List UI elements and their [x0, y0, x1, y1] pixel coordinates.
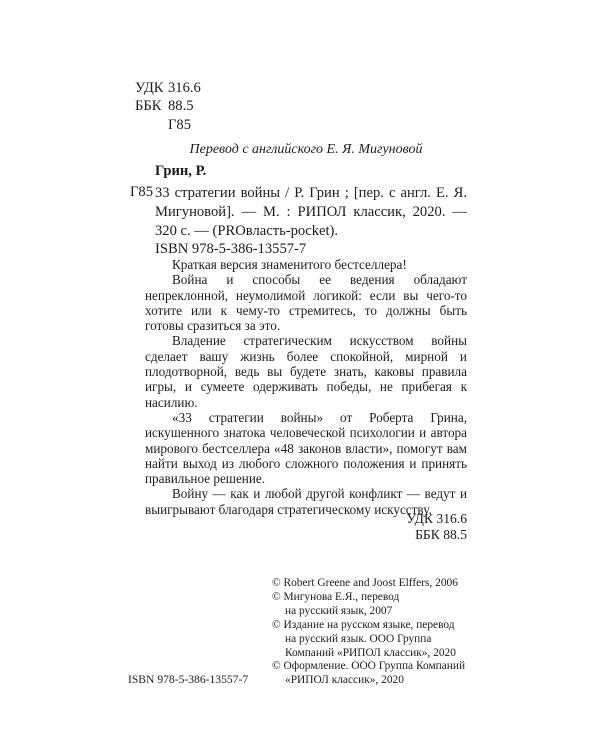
record-text: 33 стратегии войны / Р. Грин ; [пер. с англ. Е. Я. Мигуновой]. — М. : РИПОЛ классик, 2020. — 320 с. — (PROвласть-pocket).: [155, 185, 467, 239]
classification-footer: [145, 511, 467, 542]
copyright-line: © Мигунова Е.Я., перевод: [272, 590, 400, 603]
copyright-entry: [272, 619, 512, 661]
copyright-line: Компаний «РИПОЛ классик», 2020: [285, 646, 456, 659]
annotation-paragraph: Война и способы ее ведения обладают непреклонной, неумолимой логикой: если вы чего-то хотите или к чему-то стремитесь, то должны быть готовы сразиться за это.: [145, 272, 467, 334]
bbk-footer: ББК 88.5: [415, 526, 467, 542]
udk-row: [135, 79, 201, 97]
udk-footer: УДК 316.6: [406, 511, 467, 526]
annotation-paragraph: «33 стратегии войны» от Роберта Грина, искушенного знатока человеческой психологии и автора мирового бестселлера «48 законов власти», помогут вам найти выход из любого сложного положения и принять правильное решение.: [145, 409, 467, 487]
copyright-entry: [272, 591, 512, 619]
annotation-paragraph: Войну — как и любой другой конфликт — ведут и выигрывают благодаря стратегическому искусству.: [145, 486, 467, 517]
copyright-line: © Оформление. ООО Группа Компаний: [272, 660, 466, 673]
isbn-footer: ISBN 978-5-386-13557-7: [128, 673, 249, 686]
udk-value: 316.6: [168, 80, 201, 96]
bbk-value: 88.5: [168, 98, 194, 115]
copyright-entry: [272, 660, 512, 688]
author-sign: Г85: [168, 116, 192, 133]
author-heading: Грин, Р.: [155, 163, 207, 179]
copyright-line: на русский язык. ООО Группа: [285, 632, 432, 645]
copyright-entry: [272, 577, 512, 591]
copyright-block: [272, 577, 512, 688]
annotation-paragraph: Владение стратегическим искусством войны сделает вашу жизнь более спокойной, мирной и плодотворной, ведь вы будете знать, каковы правила игры, и сумеете одерживать победы, не прибегая к насилию.: [145, 333, 467, 410]
copyright-line: © Robert Greene and Joost Elffers, 2006: [272, 577, 458, 589]
bbk-row: [135, 97, 201, 115]
author-sign-row: [135, 116, 201, 134]
annotation: [145, 257, 467, 517]
bbk-label: ББК: [135, 98, 162, 115]
copyright-line: «РИПОЛ классик», 2020: [285, 674, 404, 687]
copyright-line: © Издание на русском языке, перевод: [272, 618, 455, 631]
translator-note: Перевод с английского Е. Я. Мигуновой: [189, 142, 423, 157]
record-label: Г85: [130, 184, 154, 200]
annotation-paragraph: Краткая версия знаменитого бестселлера!: [172, 257, 407, 272]
classification-block: [135, 79, 201, 134]
udk-label: УДК: [135, 80, 164, 96]
copyright-line: на русский язык, 2007: [285, 604, 393, 617]
isbn-line: ISBN 978-5-386-13557-7: [155, 241, 307, 257]
